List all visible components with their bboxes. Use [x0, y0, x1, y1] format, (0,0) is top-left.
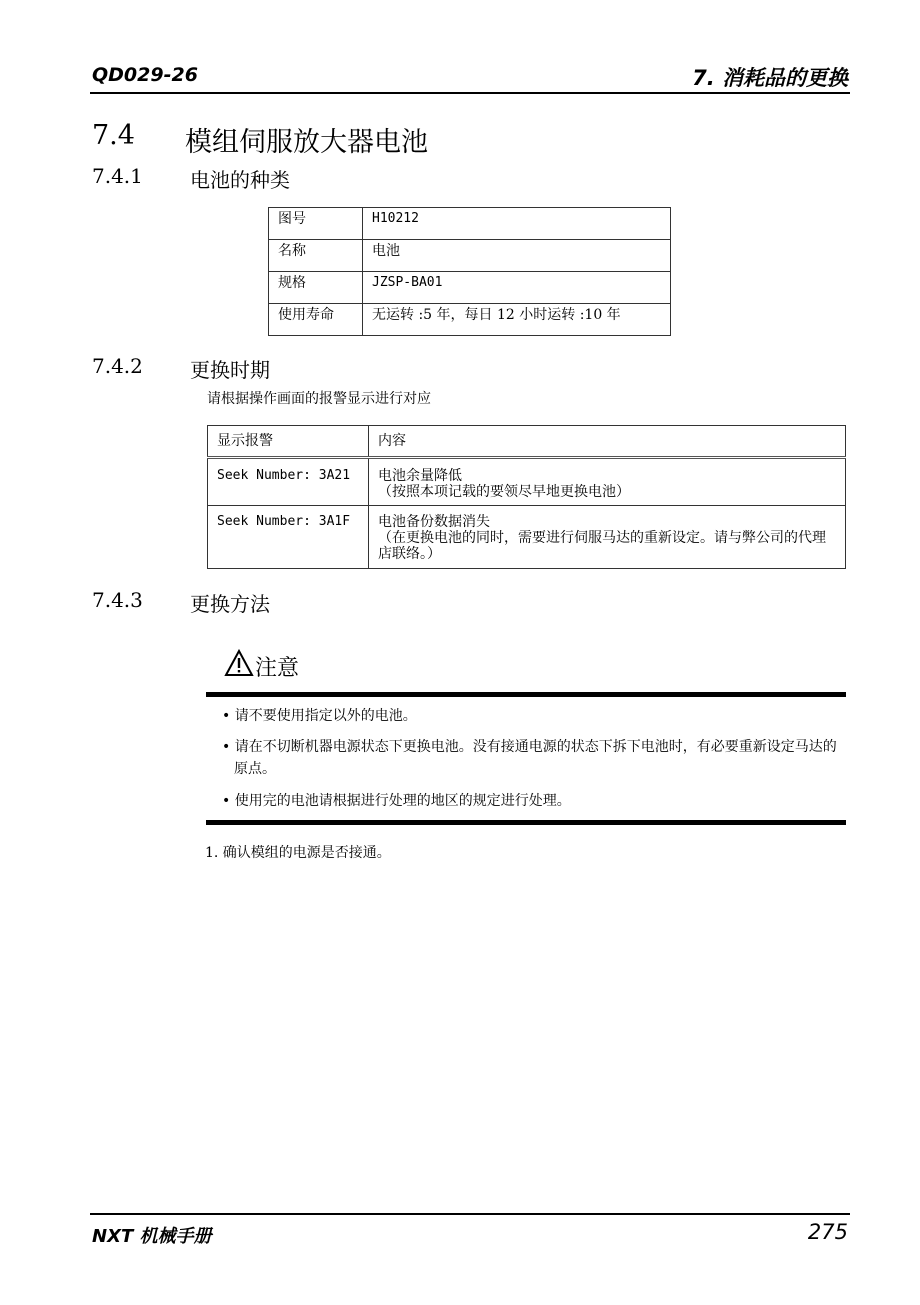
page-number: 275 — [807, 1220, 848, 1244]
doc-code: QD029-26 — [92, 64, 198, 86]
chapter-title: 7. 消耗品的更换 — [692, 66, 848, 90]
header-rule — [90, 92, 850, 94]
footer-rule — [90, 1213, 850, 1215]
subsection-number: 7.4.2 — [92, 354, 143, 378]
intro-text: 请根据操作画面的报警显示进行对应 — [207, 391, 431, 407]
section-number: 7.4 — [92, 120, 135, 151]
caution-top-rule — [206, 692, 846, 697]
caution-item: • 请在不切断机器电源状态下更换电池。没有接通电源的状态下拆下电池时，有必要重新设定马达的原点。 — [222, 739, 837, 777]
battery-spec-table — [268, 207, 671, 336]
table-row: 使用寿命 无运转 :5 年，每日 12 小时运转 :10 年 — [269, 304, 671, 336]
table-row: 图号 H10212 — [269, 208, 671, 240]
caution-item: • 请不要使用指定以外的电池。 — [222, 708, 417, 724]
table-row: 规格 JZSP-BA01 — [269, 272, 671, 304]
subsection-number: 7.4.1 — [92, 164, 143, 188]
warning-icon — [224, 649, 254, 677]
section-title: 模组伺服放大器电池 — [185, 127, 428, 158]
manual-title: NXT 机械手册 — [92, 1226, 212, 1247]
subsection-number: 7.4.3 — [92, 588, 143, 612]
table-row: 名称 电池 — [269, 240, 671, 272]
subsection-title: 电池的种类 — [190, 168, 290, 192]
table-header-row: 显示报警 内容 — [208, 426, 846, 458]
table-row: Seek Number: 3A21 电池余量降低 （按照本项记载的要领尽早地更换电池） — [208, 458, 846, 506]
caution-item: • 使用完的电池请根据进行处理的地区的规定进行处理。 — [222, 793, 571, 809]
caution-bottom-rule — [206, 820, 846, 825]
subsection-title: 更换时期 — [190, 358, 270, 382]
table-row: Seek Number: 3A1F 电池备份数据消失 （在更换电池的同时，需要进行伺服马达的重新设定。请与弊公司的代理店联络。） — [208, 506, 846, 569]
subsection-title: 更换方法 — [190, 592, 270, 616]
step-1: 1. 确认模组的电源是否接通。 — [205, 845, 391, 861]
caution-title: 注意 — [255, 656, 300, 681]
alarm-table — [207, 425, 846, 569]
